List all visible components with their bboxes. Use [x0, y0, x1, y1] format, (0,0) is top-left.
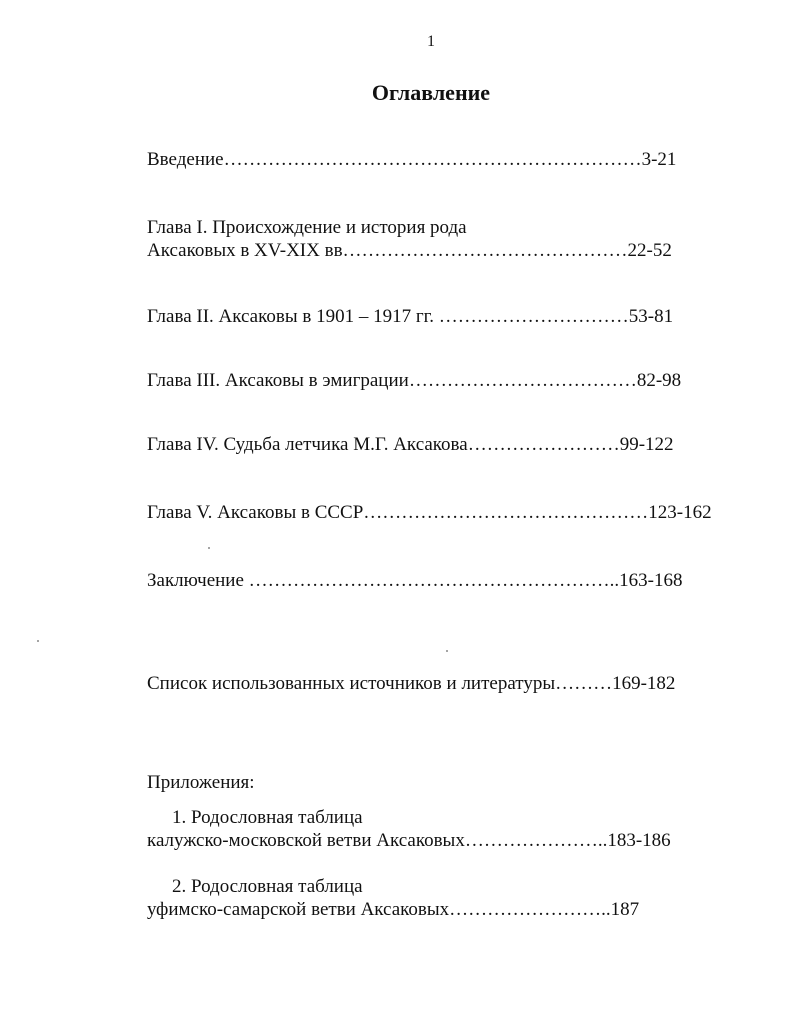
toc-appendix-2-line-1: 2. Родословная таблица: [172, 876, 363, 897]
toc-appendix-2-line-2: уфимско-самарской ветви Аксаковых……………………..187: [147, 899, 640, 920]
scan-speck: [446, 650, 448, 652]
toc-appendix-1-line-2: калужско-московской ветви Аксаковых…………………..183-186: [147, 830, 671, 851]
toc-entry-conclusion: Заключение …………………………………………………..163-168: [147, 570, 683, 591]
toc-entry-introduction: Введение…………………………………………………………3-21: [147, 149, 677, 170]
toc-entry-chapter-3: Глава III. Аксаковы в эмиграции………………………………82-98: [147, 370, 682, 391]
toc-entry-chapter-1-line-2: Аксаковых в XV-XIX вв………………………………………22-52: [147, 240, 672, 261]
toc-entry-chapter-5: Глава V. Аксаковы в СССР………………………………………123-162: [147, 502, 712, 523]
toc-entry-chapter-1-line-1: Глава I. Происхождение и история рода: [147, 217, 467, 238]
toc-entry-sources: Список использованных источников и литературы………169-182: [147, 673, 676, 694]
toc-appendix-1-line-1: 1. Родословная таблица: [172, 807, 363, 828]
page-number: 1: [427, 33, 435, 50]
scan-speck: [208, 547, 210, 549]
scan-speck: [37, 640, 39, 642]
toc-appendix-heading: Приложения:: [147, 772, 255, 793]
toc-entry-chapter-4: Глава IV. Судьба летчика М.Г. Аксакова……………………99-122: [147, 434, 674, 455]
page-title: Оглавление: [371, 80, 491, 105]
toc-entry-chapter-2: Глава II. Аксаковы в 1901 – 1917 гг. …………………………53-81: [147, 306, 674, 327]
